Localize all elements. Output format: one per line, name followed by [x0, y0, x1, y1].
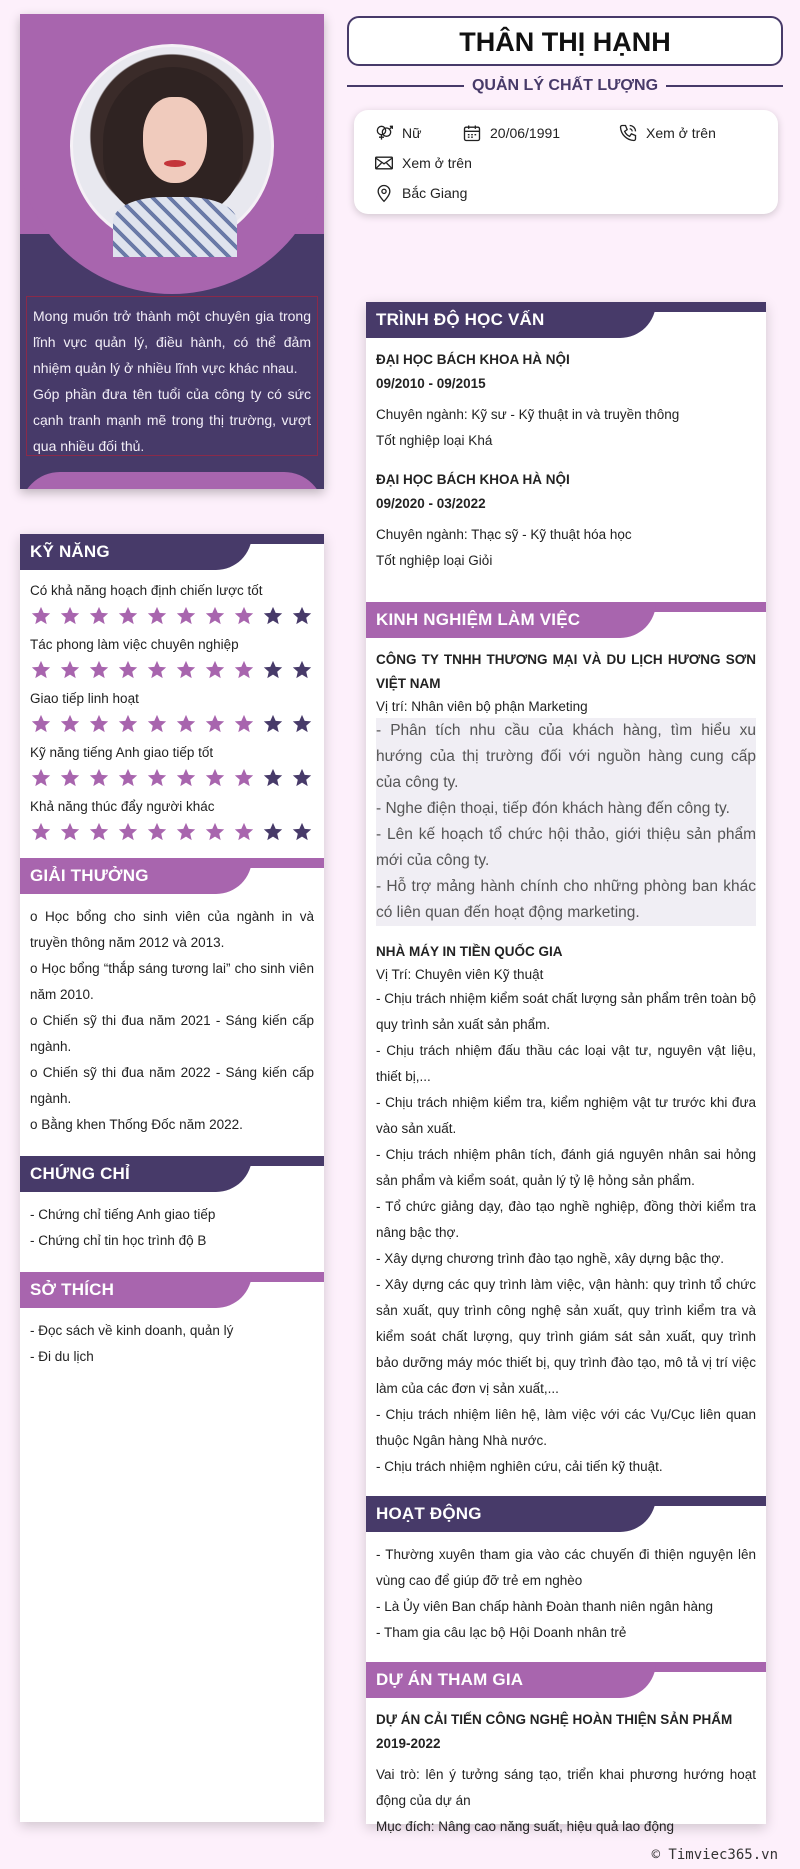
list-item: - Tham gia câu lạc bộ Hội Doanh nhân trẻ	[376, 1625, 627, 1640]
calendar-icon	[462, 123, 482, 143]
sidebar-card	[20, 534, 324, 1822]
project-period: 2019-2022	[376, 1736, 441, 1751]
star-icon	[262, 713, 284, 735]
skill-item	[20, 634, 324, 682]
projects-section-header	[366, 1662, 766, 1698]
study-period: 09/2010 - 09/2015	[376, 376, 486, 391]
left-column	[20, 14, 324, 489]
star-icon	[175, 713, 197, 735]
skill-name: Tác phong làm việc chuyên nghiệp	[30, 637, 239, 652]
full-name: THÂN THỊ HẠNH	[459, 27, 671, 57]
activities-list	[366, 1542, 766, 1646]
star-icon	[175, 767, 197, 789]
grade: Tốt nghiệp loại Giỏi	[376, 553, 493, 568]
star-icon	[291, 767, 313, 789]
star-icon	[117, 605, 139, 627]
star-icon	[291, 659, 313, 681]
gender-item	[374, 122, 421, 144]
dob-item	[462, 122, 560, 144]
major: Chuyên ngành: Kỹ sư - Kỹ thuật in và truyền thông	[376, 407, 680, 422]
duty: - Chịu trách nhiệm liên hệ, làm việc với các Vụ/Cục liên quan thuộc Ngân hàng Nhà nước.	[376, 1407, 756, 1448]
job-title-row	[347, 74, 783, 98]
project-purpose: Mục đích: Nâng cao năng suất, hiệu quả lao động	[376, 1819, 674, 1834]
star-icon	[88, 605, 110, 627]
skill-item	[20, 688, 324, 736]
certificates-list	[20, 1202, 324, 1254]
list-item: o Chiến sỹ thi đua năm 2022 - Sáng kiến cấp ngành.	[30, 1065, 314, 1106]
star-icon	[30, 659, 52, 681]
hobbies-list	[20, 1318, 324, 1370]
job-item	[376, 940, 756, 1480]
school-name: ĐẠI HỌC BÁCH KHOA HÀ NỘI	[376, 352, 570, 367]
star-icon	[262, 605, 284, 627]
education-section-header	[366, 302, 766, 338]
skills-section-header	[20, 534, 324, 570]
duty: - Phân tích nhu cầu của khách hàng, tìm hiểu xu hướng của thị trường đối với nguồn hàng cung cấp của công ty.	[376, 718, 756, 796]
dob-value: 20/06/1991	[490, 125, 561, 141]
list-item: - Thường xuyên tham gia vào các chuyến đi thiện nguyện lên vùng cao để giúp đỡ trẻ em nghèo	[376, 1547, 756, 1588]
duty: - Tổ chức giảng dạy, đào tạo nghề nghiệp, đồng thời kiểm tra nâng bậc thợ.	[376, 1199, 756, 1240]
list-item: - Đọc sách về kinh doanh, quản lý	[30, 1323, 234, 1338]
duty: - Xây dựng các quy trình làm việc, vận hành: quy trình tổ chức sản xuất, quy trình công nghệ sản xuất, quy trình kiểm tra và kiểm soát chất lượng, quy trình giám sát sản xuất, quy trình bảo dưỡng máy móc thiết bị, quy trình đào tạo, mô tả vị trí việc làm của các đơn vị sản xuất,...	[376, 1277, 756, 1396]
star-icon	[175, 605, 197, 627]
phone-icon	[618, 123, 638, 143]
main-card	[366, 302, 766, 1834]
star-icon	[233, 659, 255, 681]
skill-name: Kỹ năng tiếng Anh giao tiếp tốt	[30, 745, 214, 760]
skill-rating	[30, 820, 314, 844]
star-icon	[204, 713, 226, 735]
education-item	[376, 348, 756, 454]
school-name: ĐẠI HỌC BÁCH KHOA HÀ NỘI	[376, 472, 570, 487]
skill-name: Giao tiếp linh hoạt	[30, 691, 139, 706]
name-box	[347, 16, 783, 66]
section-title: CHỨNG CHỈ	[20, 1156, 252, 1192]
education-item	[376, 468, 756, 574]
profile-card	[20, 14, 324, 489]
skill-rating	[30, 712, 314, 736]
star-icon	[204, 767, 226, 789]
hobbies-section-header	[20, 1272, 324, 1308]
study-period: 09/2020 - 03/2022	[376, 496, 486, 511]
star-icon	[117, 821, 139, 843]
star-icon	[291, 713, 313, 735]
star-icon	[146, 821, 168, 843]
section-title: TRÌNH ĐỘ HỌC VẤN	[366, 302, 656, 338]
objective-line: Góp phần đưa tên tuổi của công ty có sức cạnh tranh mạnh mẽ trong thị trường, vượt qua nhiều đối thủ.	[33, 386, 311, 454]
certificates-section-header	[20, 1156, 324, 1192]
star-icon	[233, 821, 255, 843]
job-title: QUẢN LÝ CHẤT LƯỢNG	[464, 77, 666, 94]
skills-list	[20, 580, 324, 844]
star-icon	[233, 767, 255, 789]
job-position: Vị Trí: Chuyên viên Kỹ thuật	[376, 967, 544, 982]
address-value: Bắc Giang	[402, 185, 468, 201]
skill-item	[20, 580, 324, 628]
star-icon	[30, 713, 52, 735]
list-item: o Học bổng cho sinh viên của ngành in và truyền thông năm 2012 và 2013.	[30, 909, 314, 950]
star-icon	[262, 659, 284, 681]
star-icon	[262, 821, 284, 843]
list-item: o Bằng khen Thống Đốc năm 2022.	[30, 1117, 243, 1132]
section-title: KINH NGHIỆM LÀM VIỆC	[366, 602, 656, 638]
section-title: KỸ NĂNG	[20, 534, 252, 570]
star-icon	[88, 767, 110, 789]
star-icon	[59, 767, 81, 789]
star-icon	[117, 659, 139, 681]
list-item: o Chiến sỹ thi đua năm 2021 - Sáng kiến cấp ngành.	[30, 1013, 314, 1054]
project-name: DỰ ÁN CẢI TIẾN CÔNG NGHỆ HOÀN THIỆN SẢN PHẨM	[376, 1712, 733, 1727]
mail-icon	[374, 153, 394, 173]
gender-value: Nữ	[402, 125, 422, 141]
section-title: HOẠT ĐỘNG	[366, 1496, 656, 1532]
duty: - Chịu trách nhiệm kiểm soát chất lượng sản phẩm trên toàn bộ quy trình sản xuất sản phẩm.	[376, 991, 756, 1032]
duty: - Xây dựng chương trình đào tạo nghề, xây dựng bậc thợ.	[376, 1251, 725, 1266]
star-icon	[204, 821, 226, 843]
list-item: - Chứng chỉ tin học trình độ B	[30, 1233, 207, 1248]
duty: - Chịu trách nhiệm đấu thầu các loại vật tư, nguyên vật liệu, thiết bị,...	[376, 1043, 756, 1084]
awards-list	[20, 904, 324, 1138]
experience-section-header	[366, 602, 766, 638]
star-icon	[59, 821, 81, 843]
star-icon	[291, 821, 313, 843]
email-value: Xem ở trên	[402, 155, 472, 171]
star-icon	[30, 821, 52, 843]
duty: - Chịu trách nhiệm phân tích, đánh giá nguyên nhân sai hỏng sản phẩm và kiểm soát, quản lý tỷ lệ hỏng sản phẩm.	[376, 1147, 756, 1188]
address-item	[374, 182, 467, 204]
star-icon	[204, 659, 226, 681]
email-item	[374, 152, 472, 174]
star-icon	[88, 659, 110, 681]
star-icon	[59, 605, 81, 627]
star-icon	[117, 767, 139, 789]
duty: - Nghe điện thoại, tiếp đón khách hàng đến công ty.	[376, 796, 756, 822]
list-item: o Học bổng “thắp sáng tương lai” cho sinh viên năm 2010.	[30, 961, 314, 1002]
skill-rating	[30, 766, 314, 790]
skill-item	[20, 796, 324, 844]
skill-item	[20, 742, 324, 790]
star-icon	[146, 659, 168, 681]
career-objective	[26, 296, 318, 456]
star-icon	[175, 659, 197, 681]
star-icon	[88, 821, 110, 843]
star-icon	[204, 605, 226, 627]
star-icon	[30, 767, 52, 789]
section-title: GIẢI THƯỞNG	[20, 858, 252, 894]
major: Chuyên ngành: Thạc sỹ - Kỹ thuật hóa học	[376, 527, 632, 542]
skill-rating	[30, 658, 314, 682]
section-title: SỞ THÍCH	[20, 1272, 252, 1308]
phone-item	[618, 122, 716, 144]
star-icon	[88, 713, 110, 735]
skill-name: Khả năng thúc đẩy người khác	[30, 799, 215, 814]
star-icon	[146, 713, 168, 735]
star-icon	[59, 713, 81, 735]
job-item	[376, 648, 756, 926]
duty: - Chịu trách nhiệm nghiên cứu, cải tiến kỹ thuật.	[376, 1459, 663, 1474]
gender-icon	[374, 123, 394, 143]
star-icon	[146, 767, 168, 789]
star-icon	[146, 605, 168, 627]
list-item: - Chứng chỉ tiếng Anh giao tiếp	[30, 1207, 216, 1222]
duty: - Lên kế hoạch tổ chức hội thảo, giới thiệu sản phẩm mới của công ty.	[376, 822, 756, 874]
footer-brand: © Timviec365.vn	[651, 1847, 778, 1863]
star-icon	[233, 713, 255, 735]
list-item: - Đi du lịch	[30, 1349, 94, 1364]
activities-section-header	[366, 1496, 766, 1532]
objective-line: Mong muốn trở thành một chuyên gia trong lĩnh vực quản lý, điều hành, có thể đảm nhiệm quản lý ở nhiều lĩnh vực khác nhau.	[33, 308, 311, 376]
project-role: Vai trò: lên ý tưởng sáng tạo, triển khai phương hướng hoạt động của dự án	[376, 1767, 756, 1808]
phone-value: Xem ở trên	[646, 125, 716, 141]
skill-rating	[30, 604, 314, 628]
star-icon	[175, 821, 197, 843]
grade: Tốt nghiệp loại Khá	[376, 433, 493, 448]
star-icon	[233, 605, 255, 627]
company-name: NHÀ MÁY IN TIỀN QUỐC GIA	[376, 944, 563, 959]
duty: - Hỗ trợ mảng hành chính cho những phòng ban khác có liên quan đến hoạt động marketing.	[376, 874, 756, 926]
project-item	[366, 1708, 766, 1840]
experience-list	[366, 648, 766, 1480]
star-icon	[262, 767, 284, 789]
duty: - Chịu trách nhiệm kiểm tra, kiểm nghiệm vật tư trước khi đưa vào sản xuất.	[376, 1095, 756, 1136]
star-icon	[59, 659, 81, 681]
star-icon	[30, 605, 52, 627]
list-item: - Là Ủy viên Ban chấp hành Đoàn thanh niên ngân hàng	[376, 1599, 714, 1614]
star-icon	[117, 713, 139, 735]
contact-box	[354, 110, 778, 214]
company-name: CÔNG TY TNHH THƯƠNG MẠI VÀ DU LỊCH HƯƠNG SƠN VIỆT NAM	[376, 652, 756, 691]
education-list	[366, 348, 766, 574]
star-icon	[291, 605, 313, 627]
section-title: DỰ ÁN THAM GIA	[366, 1662, 656, 1698]
avatar	[70, 44, 274, 248]
awards-section-header	[20, 858, 324, 894]
location-pin-icon	[374, 183, 394, 203]
job-position: Vị trí: Nhân viên bộ phận Marketing	[376, 699, 588, 714]
skill-name: Có khả năng hoạch định chiến lược tốt	[30, 583, 263, 598]
